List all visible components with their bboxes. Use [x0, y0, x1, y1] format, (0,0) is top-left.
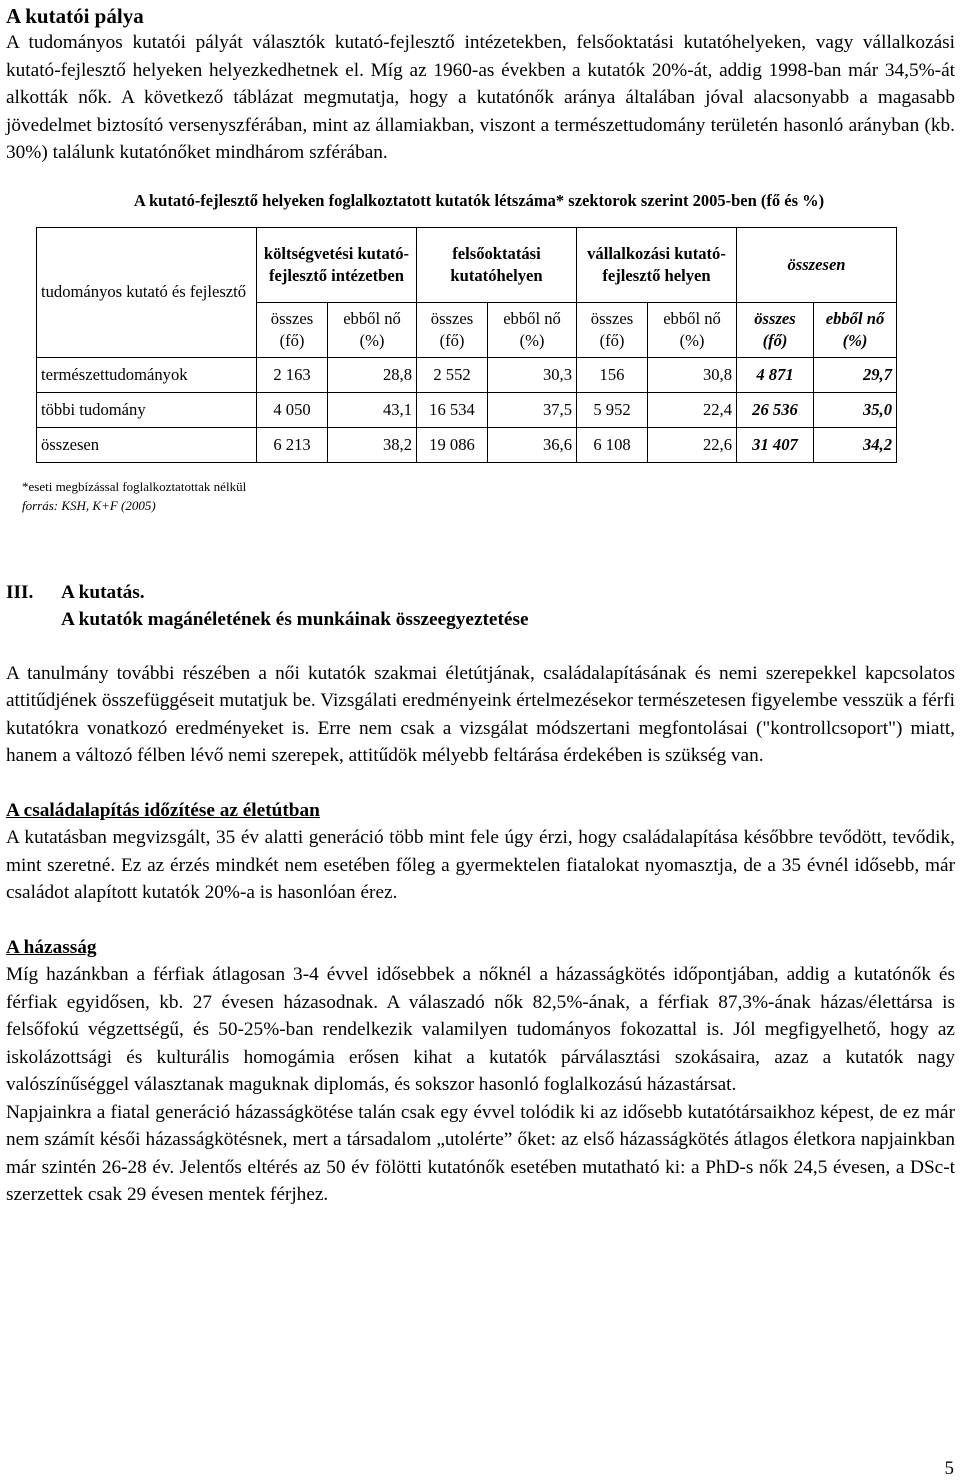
table-cell: 22,4 — [648, 392, 737, 427]
table-row — [37, 357, 897, 392]
intro-paragraph: A tudományos kutatói pályát választók kutató-fejlesztő intézetekben, felsőoktatási kutatóhelyeken, vagy vállalkozási kutató-fejlesztő helyeken helyezkedhetnek el. Míg az 1960-as években a kutatók 20%-át, addig 1998-ban már 34,5%-át alkották nők. A következő táblázat megmutatja, hogy a kutatónők aránya általában jóval alacsonyabb a magasabb jövedelmet biztosító versenyszférában, mint az államiakban, viszont a természettudomány területén hasonló arányban (kb. 30%) találunk kutatónőket mindhárom szférában. — [6, 32, 955, 163]
table-cell: 38,2 — [328, 427, 417, 462]
table-caption: A kutató-fejlesztő helyeken foglalkoztatott kutatók létszáma* szektorok szerint 2005-ben (fő és %) — [133, 190, 825, 210]
marriage-paragraph-1: Míg hazánkban a férfiak átlagosan 3-4 évvel idősebbek a nőknél a házasságkötés időpontjában, addig a kutatónők és férfiak egyidősen, kb. 27 évesen házasodnak. A válaszadó nők 82,5%-ának, a férfiak 87,3%-ának házas/élettársa is felsőfokú végzettségű, és 50-25%-ban rendelkezik valamilyen tudományos fokozattal is. Jól megfigyelhető, hogy az iskolázottsági és kulturális homogámia erősen kihat a kutatók párválasztási szokásaira, azaz a kutatók nagy valószínűséggel választanak maguknak diplomás, és sokszor hasonló foglalkozású házastársat. — [6, 964, 955, 1095]
marriage-heading: A házasság — [6, 936, 97, 958]
table-cell: 34,2 — [814, 427, 897, 462]
table-cell: 22,6 — [648, 427, 737, 462]
table-subheader: ebből nő (%) — [328, 302, 417, 357]
section-paragraph: A tanulmány további részében a női kutatók szakmai életútjának, családalapításának és nemi szerepekkel kapcsolatos attitűdjének összefüggéseit mutatjuk be. Vizsgálati eredményeink értelmezésekor természetesen figyelembe vesszük a férfi kutatókra vonatkozó eredményeket is. Erre nem csak a vizsgálat módszertani megfontolásai ("kontrollcsoport") miatt, hanem a változó félben lévő nemi szerepek, attitűdök mélyebb feltárása érdekében is szükség van. — [6, 662, 955, 766]
table-subheader: összes (fő) — [257, 302, 328, 357]
table-cell: 35,0 — [814, 392, 897, 427]
table-cell: 19 086 — [417, 427, 488, 462]
table-cell: 2 163 — [257, 357, 328, 392]
table-subheader: ebből nő (%) — [814, 302, 897, 357]
section-heading-career: A kutatói pálya — [6, 4, 144, 28]
table-cell: 5 952 — [577, 392, 648, 427]
table-row — [37, 392, 897, 427]
table-group-header: költségvetési kutató-fejlesztő intézetben — [257, 227, 417, 302]
table-notes — [22, 477, 955, 515]
table-group-header: vállalkozási kutató-fejlesztő helyen — [577, 227, 737, 302]
table-cell: 28,8 — [328, 357, 417, 392]
section-title-text: A kutatás. — [61, 581, 145, 603]
researchers-table — [36, 227, 897, 463]
table-subheader: ebből nő (%) — [648, 302, 737, 357]
table-subheader: ebből nő (%) — [488, 302, 577, 357]
table-subheader: összes (fő) — [577, 302, 648, 357]
table-cell: 4 050 — [257, 392, 328, 427]
table-subheader: összes (fő) — [417, 302, 488, 357]
table-cell: 36,6 — [488, 427, 577, 462]
table-cell: 31 407 — [737, 427, 814, 462]
table-group-header: összesen — [737, 227, 897, 302]
family-paragraph: A kutatásban megvizsgált, 35 év alatti generáció több mint fele úgy érzi, hogy családalapítása későbbre tevődött, tevődik, mint szeretné. Ez az érzés mindkét nem esetében főleg a gyermektelen fiatalokat nyomasztja, de a 35 évnél idősebb, már családot alapított kutatók 20%-a is hasonlóan érez. — [6, 827, 955, 903]
table-subheader: összes (fő) — [737, 302, 814, 357]
table-cell: 30,3 — [488, 357, 577, 392]
table-cell: 37,5 — [488, 392, 577, 427]
table-cell: 156 — [577, 357, 648, 392]
document-page — [6, 0, 955, 1209]
table-cell: 6 108 — [577, 427, 648, 462]
section-title — [6, 579, 955, 606]
table-cell: 43,1 — [328, 392, 417, 427]
table-cell: 16 534 — [417, 392, 488, 427]
page-number: 5 — [944, 1458, 954, 1479]
table-cell: 6 213 — [257, 427, 328, 462]
table-cell: 30,8 — [648, 357, 737, 392]
table-cell: 29,7 — [814, 357, 897, 392]
row-label: összesen — [37, 427, 257, 462]
family-heading: A családalapítás időzítése az életútban — [6, 799, 320, 821]
section-subtitle: A kutatók magánéletének és munkáinak összeegyeztetése — [61, 608, 529, 630]
section-number: III. — [6, 581, 34, 603]
table-source: forrás: KSH, K+F (2005) — [22, 497, 156, 513]
row-label: többi tudomány — [37, 392, 257, 427]
table-corner-label: tudományos kutató és fejlesztő — [37, 227, 257, 357]
table-group-header: felsőoktatási kutatóhelyen — [417, 227, 577, 302]
marriage-paragraph-2: Napjainkra a fiatal generáció házasságkötése talán csak egy évvel tolódik ki az idősebb kutatótársaikhoz képest, de ez már nem számít késői házasságkötésnek, mert a társadalom „utolérte” őket: az első házasságkötés átlagos életkora napjainkban már szintén 26-28 év. Jelentős eltérés az 50 év fölötti kutatónők esetében mutatható ki: a PhD-s nők 24,5 évesen, a DSc-t szerzettek csak 29 évesen mentek férjhez. — [6, 1101, 955, 1205]
table-row — [37, 427, 897, 462]
row-label: természettudományok — [37, 357, 257, 392]
table-footnote: *eseti megbízással foglalkoztatottak nélkül — [22, 478, 247, 494]
table-cell: 4 871 — [737, 357, 814, 392]
table-cell: 26 536 — [737, 392, 814, 427]
table-cell: 2 552 — [417, 357, 488, 392]
